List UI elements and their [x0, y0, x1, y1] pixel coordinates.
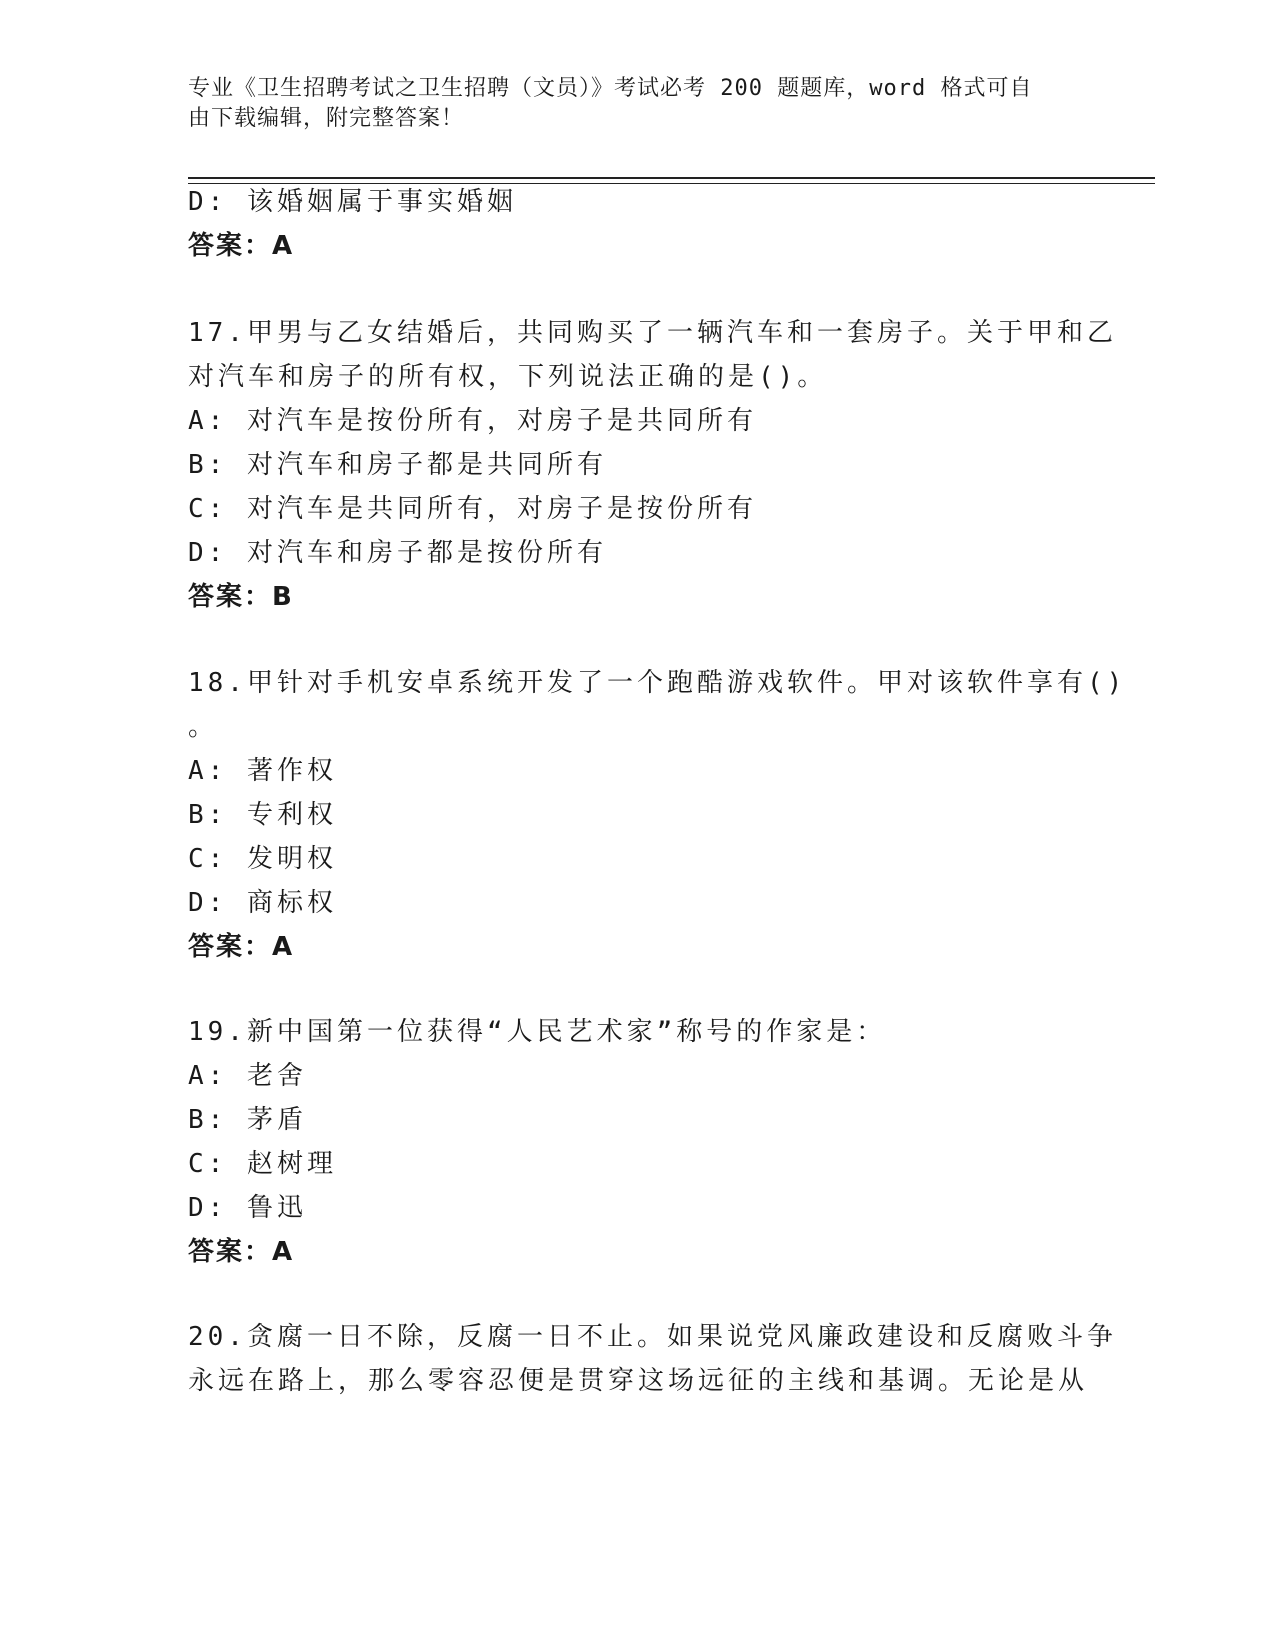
q19-answer: 答案：A — [188, 1237, 295, 1267]
q19-option-d: D: 鲁迅 — [188, 1193, 307, 1223]
q19-option-c: C: 赵树理 — [188, 1149, 337, 1179]
q18-option-a: A: 著作权 — [188, 756, 337, 786]
q19-option-b: B: 茅盾 — [188, 1105, 307, 1135]
q17-stem-line-1: 17.甲男与乙女结婚后，共同购买了一辆汽车和一套房子。关于甲和乙 — [188, 318, 1117, 348]
header-divider-thick — [188, 177, 1155, 179]
q20-stem-line-2: 永远在路上，那么零容忍便是贯穿这场远征的主线和基调。无论是从 — [188, 1366, 1089, 1396]
q18-option-c: C: 发明权 — [188, 844, 337, 874]
q20-stem-line-1: 20.贪腐一日不除，反腐一日不止。如果说党风廉政建设和反腐败斗争 — [188, 1322, 1117, 1352]
q17-option-c: C: 对汽车是共同所有，对房子是按份所有 — [188, 494, 757, 524]
header-line-2: 由下载编辑，附完整答案！ — [188, 106, 465, 131]
header-divider-thin — [188, 183, 1155, 184]
q18-answer: 答案：A — [188, 932, 295, 962]
q17-option-a: A: 对汽车是按份所有，对房子是共同所有 — [188, 406, 757, 436]
header-line-1: 专业《卫生招聘考试之卫生招聘（文员）》考试必考 200 题题库，word 格式可自 — [188, 76, 1033, 101]
document-header — [188, 74, 1068, 134]
q16-answer: 答案：A — [188, 231, 295, 261]
q18-stem-line-2: 。 — [188, 712, 219, 742]
q19-option-a: A: 老舍 — [188, 1061, 307, 1091]
q17-stem-line-2: 对汽车和房子的所有权，下列说法正确的是()。 — [188, 362, 828, 392]
q18-stem-line-1: 18.甲针对手机安卓系统开发了一个跑酷游戏软件。甲对该软件享有() — [188, 668, 1127, 698]
q17-option-b: B: 对汽车和房子都是共同所有 — [188, 450, 607, 480]
q18-option-d: D: 商标权 — [188, 888, 337, 918]
q17-answer: 答案：B — [188, 582, 294, 612]
q19-stem-line-1: 19.新中国第一位获得“人民艺术家”称号的作家是： — [188, 1017, 887, 1047]
q18-option-b: B: 专利权 — [188, 800, 337, 830]
q17-option-d: D: 对汽车和房子都是按份所有 — [188, 538, 607, 568]
q16-option-d: D: 该婚姻属于事实婚姻 — [188, 187, 517, 217]
